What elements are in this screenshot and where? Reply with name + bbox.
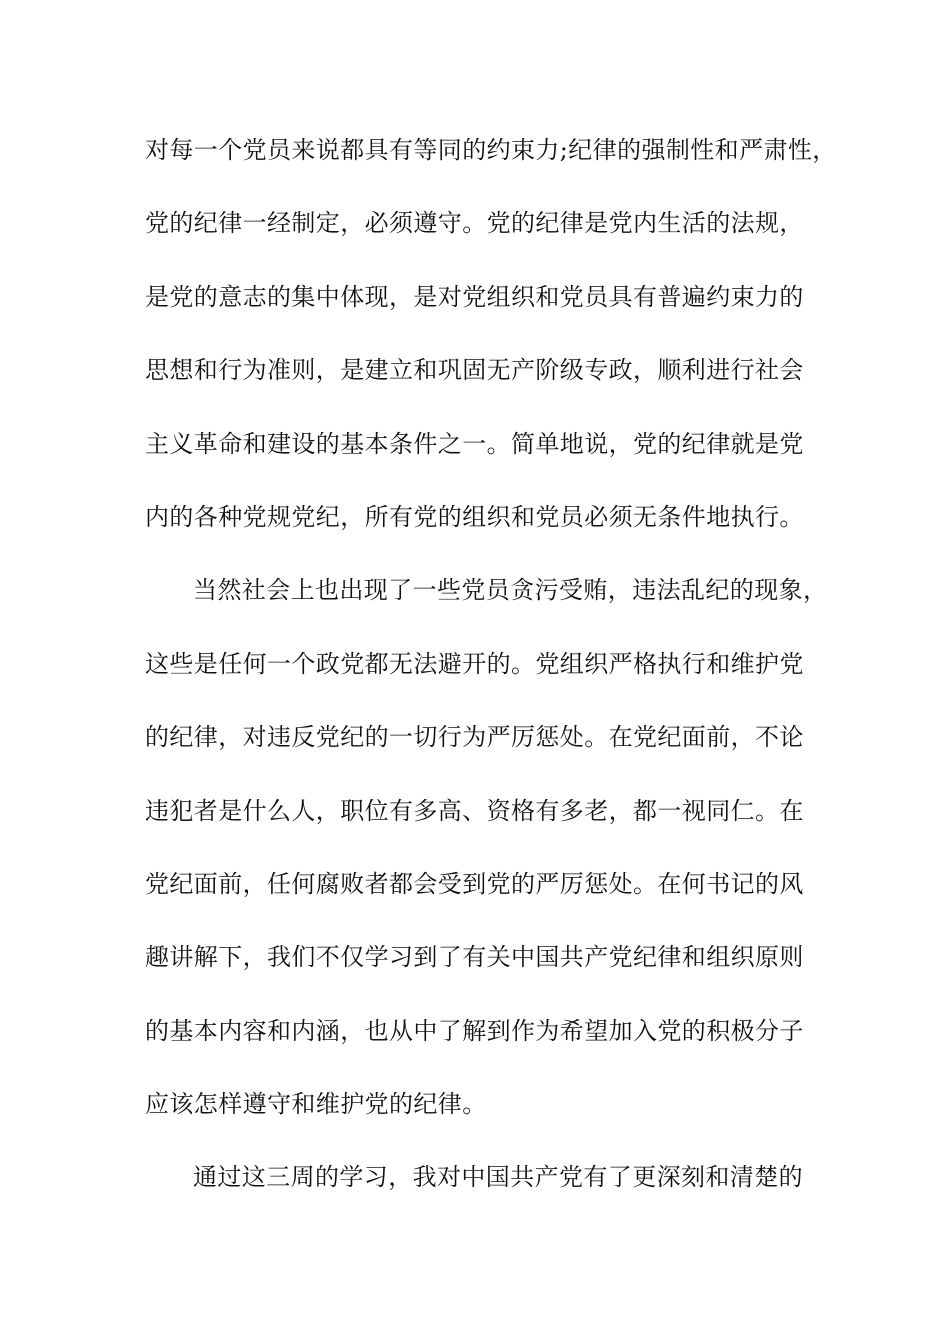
text-line: 对每一个党员来说都具有等同的约束力;纪律的强制性和严肃性， <box>145 136 837 164</box>
text-line: 这些是任何一个政党都无法避开的。党组织严格执行和维护党 <box>145 649 804 678</box>
body-text <box>145 127 845 1228</box>
text-line: 是党的意志的集中体现，是对党组织和党员具有普遍约束力的 <box>145 282 804 311</box>
text-line: 趣讲解下，我们不仅学习到了有关中国共产党纪律和组织原则 <box>145 943 804 972</box>
text-line: 内的各种党规党纪，所有党的组织和党员必须无条件地执行。 <box>145 502 804 531</box>
text-line: 主义革命和建设的基本条件之一。简单地说，党的纪律就是党 <box>145 429 804 458</box>
text-line: 党纪面前，任何腐败者都会受到党的严厉惩处。在何书记的风 <box>145 869 804 898</box>
text-line: 应该怎样遵守和维护党的纪律。 <box>145 1090 487 1119</box>
paragraph-first-line: 通过这三周的学习，我对中国共产党有了更深刻和清楚的 <box>193 1163 803 1192</box>
text-line: 的基本内容和内涵，也从中了解到作为希望加入党的积极分子 <box>145 1016 804 1045</box>
text-line: 的纪律，对违反党纪的一切行为严厉惩处。在党纪面前，不论 <box>145 723 804 752</box>
text-line: 违犯者是什么人，职位有多高、资格有多老，都一视同仁。在 <box>145 796 804 825</box>
text-line: 思想和行为准则，是建立和巩固无产阶级专政，顺利进行社会 <box>145 356 804 385</box>
text-line: 党的纪律一经制定，必须遵守。党的纪律是党内生活的法规， <box>145 209 804 238</box>
paragraph-first-line: 当然社会上也出现了一些党员贪污受贿，违法乱纪的现象， <box>193 576 828 605</box>
